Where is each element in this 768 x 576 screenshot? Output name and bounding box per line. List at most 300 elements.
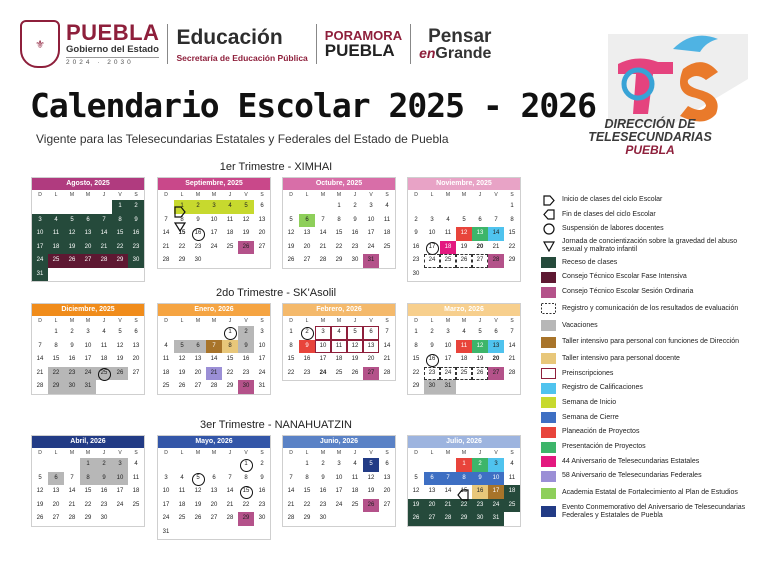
trimester-1-title: 1er Trimestre - XIMHAI xyxy=(219,161,333,173)
empty-day-cell xyxy=(158,326,174,340)
empty-day-cell xyxy=(347,512,363,526)
empty-day-cell xyxy=(48,200,64,214)
month-header: Octubre, 2025 xyxy=(283,178,395,190)
weekday-header-row xyxy=(32,448,144,458)
weekday-label: M xyxy=(320,450,326,456)
day-cell: 15 xyxy=(178,230,186,236)
day-cell: 24 xyxy=(440,367,456,381)
day-cell: 17 xyxy=(367,230,375,236)
empty-day-cell xyxy=(331,512,347,526)
legend-label: Consejo Técnico Escolar Fase Intensiva xyxy=(562,273,687,281)
day-cell: 19 xyxy=(116,356,124,362)
logo-divider xyxy=(316,24,317,64)
day-cell: 2 xyxy=(96,458,112,472)
day-cell: 3 xyxy=(369,203,373,209)
week-row xyxy=(408,353,520,367)
day-cell: 19 xyxy=(242,230,250,236)
day-cell: 22 xyxy=(112,241,128,255)
end-flag-icon xyxy=(457,488,469,506)
weekday-label: D xyxy=(289,318,293,324)
day-cell: 23 xyxy=(128,241,144,255)
legend-item xyxy=(541,381,746,395)
weekday-label: V xyxy=(369,318,373,324)
day-cell: 14 xyxy=(96,227,112,241)
day-cell: 6 xyxy=(385,461,389,467)
weekday-label: J xyxy=(478,450,482,456)
day-cell: 23 xyxy=(351,243,359,250)
weekday-label: J xyxy=(228,318,232,324)
day-cell: 5 xyxy=(414,474,418,481)
legend-swatch xyxy=(541,506,556,517)
week-row xyxy=(158,472,270,486)
day-cell: 31 xyxy=(258,383,266,389)
day-cell: 1 xyxy=(112,200,128,214)
day-cell: 1 xyxy=(414,329,418,335)
day-cell: 19 xyxy=(408,499,424,513)
legend-item xyxy=(541,503,746,521)
day-cell: 9 xyxy=(128,214,144,228)
month-header: Agosto, 2025 xyxy=(32,178,144,190)
day-cell: 6 xyxy=(363,326,379,340)
week-row xyxy=(283,254,395,268)
weekday-label: V xyxy=(244,450,248,456)
weekday-header-row xyxy=(158,190,270,200)
day-cell: 23 xyxy=(242,369,250,376)
month-calendar xyxy=(31,435,145,527)
day-cell: 15 xyxy=(508,230,516,236)
day-cell: 29 xyxy=(48,380,64,394)
day-cell: 18 xyxy=(178,501,186,508)
legend-swatch xyxy=(541,488,556,499)
weekday-label: S xyxy=(260,450,264,456)
day-cell: 16 xyxy=(68,356,76,362)
week-row xyxy=(408,380,520,394)
day-cell: 12 xyxy=(367,474,375,481)
weekday-label: M xyxy=(461,318,467,324)
empty-day-cell xyxy=(174,458,190,472)
week-row xyxy=(158,499,270,513)
day-cell: 30 xyxy=(238,380,254,394)
weekday-label: M xyxy=(69,318,75,324)
day-cell: 11 xyxy=(100,342,108,349)
day-cell: 12 xyxy=(242,216,250,223)
day-cell: 15 xyxy=(303,488,311,494)
day-cell: 11 xyxy=(331,340,347,354)
weekday-label: V xyxy=(369,450,373,456)
weekday-label: M xyxy=(445,192,451,198)
day-cell: 13 xyxy=(210,488,218,494)
day-cell: 13 xyxy=(194,356,202,362)
week-row xyxy=(32,268,144,282)
day-cell: 7 xyxy=(385,329,389,335)
day-cell: 17 xyxy=(116,488,124,494)
day-cell: 17 xyxy=(488,485,504,499)
weekday-label: D xyxy=(164,192,168,198)
weekday-label: V xyxy=(494,450,498,456)
weekday-label: D xyxy=(164,318,168,324)
day-cell: 21 xyxy=(36,369,44,376)
weekday-label: S xyxy=(134,450,138,456)
day-cell: 24 xyxy=(319,369,327,376)
day-cell: 26 xyxy=(178,383,186,389)
week-row xyxy=(158,485,270,499)
day-cell: 9 xyxy=(196,216,200,223)
day-cell: 17 xyxy=(319,356,327,362)
day-cell: 21 xyxy=(440,499,456,513)
day-cell: 15 xyxy=(112,227,128,241)
weekday-label: S xyxy=(260,318,264,324)
weekday-label: J xyxy=(102,192,106,198)
legend-label: Preinscripciones xyxy=(562,369,614,377)
day-cell: 13 xyxy=(303,230,311,236)
empty-day-cell xyxy=(206,458,222,472)
por-amor-logo xyxy=(325,29,402,59)
legend-item xyxy=(541,411,746,425)
weekday-label: M xyxy=(445,318,451,324)
day-cell: 17 xyxy=(424,241,440,255)
empty-day-cell xyxy=(80,268,96,282)
day-cell: 10 xyxy=(84,342,92,349)
day-cell: 13 xyxy=(258,216,266,223)
legend-label: 44 Aniversario de Telesecundarias Estatales xyxy=(562,457,700,465)
day-cell: 7 xyxy=(440,472,456,486)
day-cell: 9 xyxy=(70,342,74,349)
day-cell: 18 xyxy=(504,485,520,499)
empty-day-cell xyxy=(128,380,144,394)
day-cell: 7 xyxy=(38,342,42,349)
day-cell: 29 xyxy=(84,515,92,521)
empty-day-cell xyxy=(158,458,174,472)
legend-label: Semana de Inicio xyxy=(562,398,617,406)
day-cell: 27 xyxy=(194,383,202,389)
day-cell: 29 xyxy=(238,512,254,526)
day-cell: 11 xyxy=(508,474,516,481)
day-cell: 9 xyxy=(238,340,254,354)
empty-day-cell xyxy=(504,380,520,394)
empty-day-cell xyxy=(158,200,174,214)
day-cell: 18 xyxy=(48,241,64,255)
empty-day-cell xyxy=(206,326,222,340)
week-row xyxy=(408,227,520,241)
day-cell: 26 xyxy=(351,369,359,376)
start-flag-icon xyxy=(541,195,556,206)
day-cell: 18 xyxy=(100,356,108,362)
week-row xyxy=(32,380,144,394)
day-cell: 13 xyxy=(488,340,504,354)
day-cell: 14 xyxy=(444,488,452,494)
day-cell: 2 xyxy=(70,329,74,335)
empty-day-cell xyxy=(190,326,206,340)
day-cell: 2 xyxy=(299,326,315,340)
month-header: Septiembre, 2025 xyxy=(158,178,270,190)
week-row xyxy=(158,326,270,340)
weekday-label: L xyxy=(54,450,58,456)
day-cell: 9 xyxy=(430,342,434,349)
day-cell: 16 xyxy=(100,488,108,494)
day-cell: 26 xyxy=(238,241,254,255)
day-cell: 19 xyxy=(476,356,484,362)
day-cell: 28 xyxy=(383,369,391,376)
day-cell: 10 xyxy=(444,342,452,349)
day-cell: 2 xyxy=(190,200,206,214)
day-cell: 2 xyxy=(128,200,144,214)
empty-day-cell xyxy=(283,458,299,472)
legend-label: Evento Conmemorativo del Aniversario de Telesecundarias Federales y Estatales de Puebla xyxy=(562,503,746,519)
day-cell: 23 xyxy=(194,243,202,250)
day-cell: 3 xyxy=(488,458,504,472)
day-cell: 15 xyxy=(226,356,234,362)
day-cell: 5 xyxy=(347,326,363,340)
pre-box-icon xyxy=(541,368,556,379)
legend-swatch xyxy=(541,471,556,482)
day-cell: 27 xyxy=(383,501,391,508)
legend-label: Semana de Cierre xyxy=(562,413,619,421)
legend-swatch xyxy=(541,287,556,298)
day-cell: 10 xyxy=(428,230,436,236)
day-cell: 4 xyxy=(385,203,389,209)
month-header: Diciembre, 2025 xyxy=(32,304,144,316)
day-cell: 28 xyxy=(36,383,44,389)
empty-day-cell xyxy=(379,254,395,268)
trimester-3-title: 3er Trimestre - NANAHUATZIN xyxy=(200,419,352,431)
weekday-label: J xyxy=(353,450,357,456)
week-row xyxy=(158,353,270,367)
day-cell: 16 xyxy=(190,227,206,241)
weekday-label: J xyxy=(478,192,482,198)
legend-label: Taller intensivo para personal con funciones de Dirección xyxy=(562,338,740,346)
week-row xyxy=(283,367,395,381)
logo-divider xyxy=(167,24,168,64)
empty-day-cell xyxy=(222,254,238,268)
day-cell: 12 xyxy=(347,340,363,354)
day-cell: 20 xyxy=(492,356,500,362)
day-cell: 26 xyxy=(472,367,488,381)
day-cell: 17 xyxy=(335,488,343,494)
day-cell: 5 xyxy=(238,200,254,214)
week-row xyxy=(158,458,270,472)
day-cell: 15 xyxy=(460,488,468,494)
day-cell: 2 xyxy=(238,326,254,340)
day-cell: 1 xyxy=(456,458,472,472)
day-cell: 22 xyxy=(84,501,92,508)
day-cell: 19 xyxy=(36,501,44,508)
educacion-wordmark: Educación xyxy=(176,25,283,49)
day-cell: 27 xyxy=(472,254,488,268)
logo-divider xyxy=(410,24,411,64)
weekday-label: V xyxy=(494,318,498,324)
weekday-label: J xyxy=(478,318,482,324)
legend-item xyxy=(541,285,746,299)
month-header: Enero, 2026 xyxy=(158,304,270,316)
day-cell: 25 xyxy=(351,501,359,508)
legend-swatch xyxy=(541,272,556,283)
day-cell: 24 xyxy=(162,515,170,521)
day-cell: 1 xyxy=(337,203,341,209)
day-cell: 31 xyxy=(363,254,379,268)
day-cell: 11 xyxy=(48,227,64,241)
day-cell: 16 xyxy=(319,488,327,494)
day-cell: 9 xyxy=(260,474,264,481)
day-cell: 20 xyxy=(367,356,375,362)
day-cell: 18 xyxy=(460,356,468,362)
day-cell: 11 xyxy=(351,474,359,481)
day-cell: 20 xyxy=(80,241,96,255)
day-cell: 6 xyxy=(299,214,315,228)
legend-label: Inicio de clases del ciclo Escolar xyxy=(562,196,663,203)
day-cell: 1 xyxy=(238,458,254,472)
empty-day-cell xyxy=(206,254,222,268)
day-cell: 7 xyxy=(494,216,498,223)
day-cell: 27 xyxy=(210,515,218,521)
weekday-label: D xyxy=(289,192,293,198)
sep-label: Secretaría de Educación Pública xyxy=(176,52,308,63)
day-cell: 2 xyxy=(414,216,418,223)
legend-label: Vacaciones xyxy=(562,321,598,329)
day-cell: 30 xyxy=(258,515,266,521)
month-header: Febrero, 2026 xyxy=(283,304,395,316)
day-cell: 10 xyxy=(258,342,266,349)
day-cell: 18 xyxy=(440,241,456,255)
day-cell: 24 xyxy=(32,254,48,268)
empty-day-cell xyxy=(283,200,299,214)
empty-day-cell xyxy=(299,200,315,214)
day-cell: 13 xyxy=(52,488,60,494)
weekday-label: V xyxy=(369,192,373,198)
day-cell: 28 xyxy=(287,515,295,521)
day-cell: 14 xyxy=(162,230,170,236)
day-cell: 12 xyxy=(287,230,295,236)
legend-swatch xyxy=(541,397,556,408)
weekday-header-row xyxy=(158,316,270,326)
week-row xyxy=(283,326,395,340)
week-row xyxy=(408,472,520,486)
dashed-icon xyxy=(541,303,556,314)
day-cell: 27 xyxy=(363,367,379,381)
week-row xyxy=(32,214,144,228)
day-cell: 4 xyxy=(180,474,184,481)
day-cell: 23 xyxy=(472,499,488,513)
day-cell: 11 xyxy=(132,474,140,481)
pensar-en-grande-logo xyxy=(419,27,491,62)
day-cell: 3 xyxy=(32,214,48,228)
empty-day-cell xyxy=(456,268,472,282)
day-cell: 16 xyxy=(472,485,488,499)
day-cell: 10 xyxy=(315,340,331,354)
day-cell: 31 xyxy=(162,528,170,535)
weekday-label: V xyxy=(244,318,248,324)
weekday-label: M xyxy=(85,192,91,198)
day-cell: 26 xyxy=(194,515,202,521)
month-calendar xyxy=(157,303,271,395)
day-cell: 16 xyxy=(128,227,144,241)
empty-day-cell xyxy=(64,458,80,472)
day-cell: 13 xyxy=(472,227,488,241)
month-header: Mayo, 2026 xyxy=(158,436,270,448)
day-cell: 25 xyxy=(440,254,456,268)
day-cell: 5 xyxy=(118,329,122,335)
day-cell: 14 xyxy=(508,342,516,349)
day-cell: 9 xyxy=(353,216,357,223)
weekday-label: L xyxy=(430,192,434,198)
day-cell: 7 xyxy=(164,216,168,223)
day-cell: 22 xyxy=(508,243,516,250)
day-cell: 4 xyxy=(48,214,64,228)
day-cell: 19 xyxy=(460,243,468,250)
day-cell: 16 xyxy=(258,488,266,494)
day-cell: 29 xyxy=(178,257,186,263)
day-cell: 25 xyxy=(162,383,170,389)
weekday-label: L xyxy=(305,450,309,456)
day-cell: 6 xyxy=(424,472,440,486)
day-cell: 4 xyxy=(462,329,466,335)
legend-label: Registro y comunicación de los resultados de evaluación xyxy=(562,304,739,312)
weekday-label: M xyxy=(336,450,342,456)
day-cell: 8 xyxy=(222,340,238,354)
day-cell: 24 xyxy=(488,499,504,513)
day-cell: 23 xyxy=(303,369,311,376)
day-cell: 6 xyxy=(80,214,96,228)
day-cell: 28 xyxy=(319,257,327,263)
empty-day-cell xyxy=(112,268,128,282)
day-cell: 29 xyxy=(303,515,311,521)
day-cell: 3 xyxy=(206,200,222,214)
day-cell: 8 xyxy=(456,472,472,486)
weekday-label: M xyxy=(85,318,91,324)
day-cell: 8 xyxy=(289,342,293,349)
day-cell: 19 xyxy=(367,488,375,494)
day-cell: 12 xyxy=(194,488,202,494)
day-cell: 5 xyxy=(478,329,482,335)
weekday-label: S xyxy=(385,192,389,198)
legend-item xyxy=(541,208,746,222)
empty-day-cell xyxy=(254,526,270,540)
weekday-label: S xyxy=(134,192,138,198)
day-cell: 20 xyxy=(132,356,140,362)
empty-day-cell xyxy=(128,268,144,282)
day-cell: 23 xyxy=(424,367,440,381)
day-cell: 3 xyxy=(315,326,331,340)
day-cell: 31 xyxy=(32,268,48,282)
weekday-label: V xyxy=(118,192,122,198)
empty-day-cell xyxy=(254,254,270,268)
weekday-label: J xyxy=(102,450,106,456)
day-cell: 19 xyxy=(287,243,295,250)
legend xyxy=(541,193,746,521)
empty-day-cell xyxy=(440,458,456,472)
day-cell: 26 xyxy=(64,254,80,268)
legend-label: Planeación de Proyectos xyxy=(562,428,640,436)
day-cell: 24 xyxy=(80,367,96,381)
day-cell: 21 xyxy=(206,367,222,381)
day-cell: 22 xyxy=(335,243,343,250)
weekday-label: S xyxy=(134,318,138,324)
day-cell: 29 xyxy=(335,257,343,263)
day-cell: 25 xyxy=(456,367,472,381)
day-cell: 9 xyxy=(472,472,488,486)
day-cell: 9 xyxy=(414,230,418,236)
day-cell: 18 xyxy=(162,369,170,376)
day-cell: 30 xyxy=(194,257,202,263)
week-row xyxy=(283,458,395,472)
day-cell: 20 xyxy=(258,230,266,236)
empty-day-cell xyxy=(96,380,112,394)
month-calendar xyxy=(282,177,396,269)
legend-item xyxy=(541,193,746,207)
month-header: Marzo, 2026 xyxy=(408,304,520,316)
day-cell: 13 xyxy=(428,488,436,494)
weekday-label: J xyxy=(102,318,106,324)
weekday-label: J xyxy=(228,192,232,198)
